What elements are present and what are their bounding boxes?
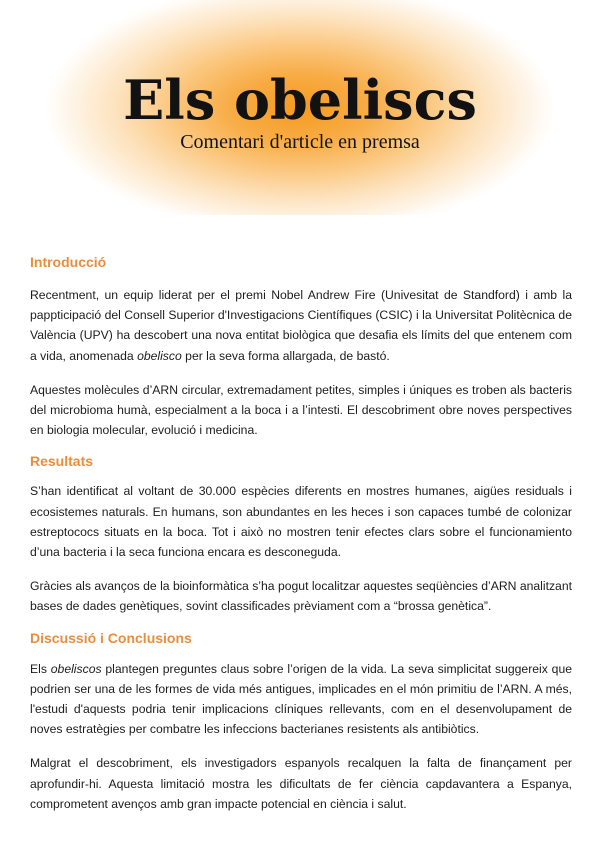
intro-p1-text-a: Recentment, un equip liderat per el premi Nobel Andrew Fire (Univesitat de Standford) i amb la papрticipació del Consell Superior d'Investigacions Científiques (CSIC) i la Universitat Politècnica de València (UPV) ha descobert una nova entitat biològica que desafia els límits del que entenem com a vida, anomenada xyxy=(30,288,572,363)
results-paragraph-1: S’han identificat al voltant de 30.000 espècies diferents en mostres humanes, aigües residuals i ecosistemes naturals. En humans, son abundantes en les heces i son capaces tumbé de colonizar estreptococs situats en la boca. Tot i això no mostren tenir efectes clars sobre el funcionamiento d’una bacteria i la seca funciona encara es desconeguda. xyxy=(30,484,572,560)
section-heading-discussion: Discussió i Conclusions xyxy=(30,629,192,646)
section-heading-introduction: Introducció xyxy=(30,254,107,270)
intro-p1-italic: obelisco xyxy=(137,348,182,363)
discussion-p1-italic: obeliscos xyxy=(50,661,102,676)
section-heading-results: Resultats xyxy=(30,453,94,470)
page-subtitle: Comentari d'article en premsa xyxy=(180,131,420,153)
section-discussion xyxy=(30,628,572,814)
section-introduction xyxy=(30,252,572,440)
discussion-paragraph-1 xyxy=(30,659,572,740)
article-body xyxy=(30,252,572,814)
page-title: Els obeliscs xyxy=(123,68,477,132)
intro-p1-text-b: per la seva forma allargada, de bastó. xyxy=(181,348,390,363)
discussion-paragraph-2: Malgrat el descobriment, els investigadors espanyols recalquen la falta de finançament per aprofundir-hi. Aquesta limitació mostra les dificultats de fer ciència capdavantera a Espanya, comprometent avenços amb gran impacte potencial en ciència i salut. xyxy=(30,756,572,811)
intro-paragraph-2: Aquestes molècules d’ARN circular, extremadament petites, simples i úniques es troben als bacteris del microbioma humà, especialment a la boca i a l’intesti. El descobriment obre noves perspectives en biologia molecular, evolució i medicina. xyxy=(30,382,572,438)
discussion-p1-text-b: plantegen preguntes claus sobre l’origen de la vida. La seva simplicitat suggereix que podrien ser una de les formes de vida més antigues, implicades en el món primitiu de l’ARN. A més, l'estudi d'aquests podria tenir implicacions clíniques rellevants, com en el desenvolupament de noves estratègies per combatre les infeccions bacterianes resistents als antibiòtics. xyxy=(30,661,572,737)
discussion-p1-text-a: Els xyxy=(30,661,51,676)
intro-paragraph-1 xyxy=(30,285,572,366)
results-paragraph-2: Gràcies als avanços de la bioinformàtica s’ha pogut localitzar aquestes seqüències d’ARN analitzant bases de dades genètiques, sovint classificades prèviament com a “brossa genètica”. xyxy=(30,579,572,614)
section-results xyxy=(30,451,572,616)
